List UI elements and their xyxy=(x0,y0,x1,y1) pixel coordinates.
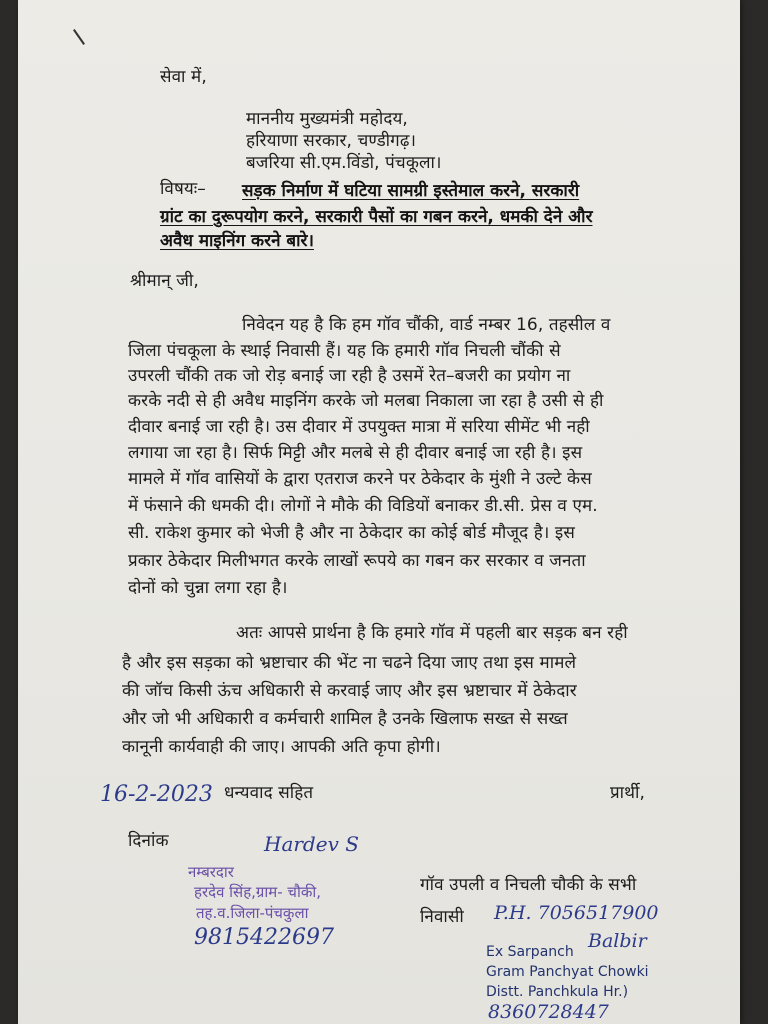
paragraph-line: करके नदी से ही अवैध माइनिंग करके जो मलबा निकाला जा रहा है उसी से ही xyxy=(128,391,604,411)
stamp-line: तह.व.जिला-पंचकुला xyxy=(196,904,309,922)
recipient-line: बजरिया सी.एम.विंडो, पंचकूला। xyxy=(246,153,442,173)
residents-line: निवासी xyxy=(420,907,464,927)
paragraph-line: उपरली चौंकी तक जो रोड़ बनाई जा रही है उसमें रेत–बजरी का प्रयोग ना xyxy=(128,366,571,386)
sarpanch-line: Ex Sarpanch xyxy=(486,944,574,960)
paragraph-line: कानूनी कार्यवाही की जाए। आपकी अति कृपा होगी। xyxy=(122,737,441,757)
greeting: श्रीमान् जी, xyxy=(130,271,199,291)
stamp-line: हरदेव सिंह,ग्राम- चौकी, xyxy=(194,883,322,901)
paragraph-line: जिला पंचकूला के स्थाई निवासी हैं। यह कि हमारी गॉव निचली चौंकी से xyxy=(128,341,561,361)
paragraph-line: की जॉच किसी ऊंच अधिकारी से करवाई जाए और इस भ्रष्टाचार में ठेकेदार xyxy=(122,681,577,701)
subject-line: सड़क निर्माण में घटिया सामग्री इस्तेमाल करने, सरकारी xyxy=(242,181,580,201)
sarpanch-signature: Balbir xyxy=(588,930,647,952)
applicant-label: प्रार्थी, xyxy=(610,783,646,803)
residents-phone: P.H. 7056517900 xyxy=(494,902,659,924)
pen-mark xyxy=(73,29,85,45)
paragraph-line: में फंसाने की धमकी दी। लोगों ने मौके की विडियों बनाकर डी.सी. प्रेस व एम. xyxy=(128,496,598,516)
sarpanch-line: Gram Panchyat Chowki xyxy=(486,964,649,980)
thanks-line: धन्यवाद सहित xyxy=(224,783,314,803)
subject-line: अवैध माइनिंग करने बारे। xyxy=(160,231,314,251)
handwritten-date: 16-2-2023 xyxy=(100,782,213,807)
sarpanch-line: Distt. Panchkula Hr.) xyxy=(486,984,629,1000)
paragraph-line: दीवार बनाई जा रही है। उस दीवार में उपयुक्त मात्रा में सरिया सीमेंट भी नही xyxy=(128,417,590,437)
paragraph-line: मामले में गॉव वासियों के द्वारा एतराज करने पर ठेकेदार के मुंशी ने उल्टे केस xyxy=(128,469,592,489)
paragraph-line: प्रकार ठेकेदार मिलीभगत करके लाखों रूपये का गबन कर सरकार व जनता xyxy=(128,551,586,571)
recipient-line: माननीय मुख्यमंत्री महोदय, xyxy=(246,109,408,129)
paragraph-line: लगाया जा रहा है। सिर्फ मिट्टी और मलबे से ही दीवार बनाई जा रही है। इस xyxy=(128,443,583,463)
paragraph-line: और जो भी अधिकारी व कर्मचारी शामिल है उनके खिलाफ सख्त से सख्त xyxy=(122,709,568,729)
paragraph-line: अतः आपसे प्रार्थना है कि हमारे गॉव में पहली बार सड़क बन रही xyxy=(236,623,628,643)
letter-page xyxy=(18,0,740,1024)
subject-line: ग्रांट का दुरूपयोग करने, सरकारी पैसों का गबन करने, धमकी देने और xyxy=(160,207,593,227)
paragraph-line: है और इस सड़का को भ्रष्टाचार की भेंट ना चढने दिया जाए तथा इस मामले xyxy=(122,653,577,673)
stamp-line: नम्बरदार xyxy=(188,863,234,881)
sarpanch-phone: 8360728447 xyxy=(488,1001,609,1023)
paragraph-line: सी. राकेश कुमार को भेजी है और ना ठेकेदार का कोई बोर्ड मौजूद है। इस xyxy=(128,523,575,543)
paragraph-line: दोनों को चुन्ना लगा रहा है। xyxy=(128,578,288,598)
stamp-phone: 9815422697 xyxy=(194,925,334,950)
subject-label: विषयः– xyxy=(160,179,206,199)
paragraph-line: निवेदन यह है कि हम गॉव चौंकी, वार्ड नम्बर 16, तहसील व xyxy=(242,315,611,335)
date-label: दिनांक xyxy=(128,831,169,851)
stamp-signature: Hardev S xyxy=(264,832,359,856)
salutation-to: सेवा में, xyxy=(160,67,207,87)
residents-line: गॉव उपली व निचली चौकी के सभी xyxy=(420,875,637,895)
recipient-line: हरियाणा सरकार, चण्डीगढ़। xyxy=(246,131,417,151)
